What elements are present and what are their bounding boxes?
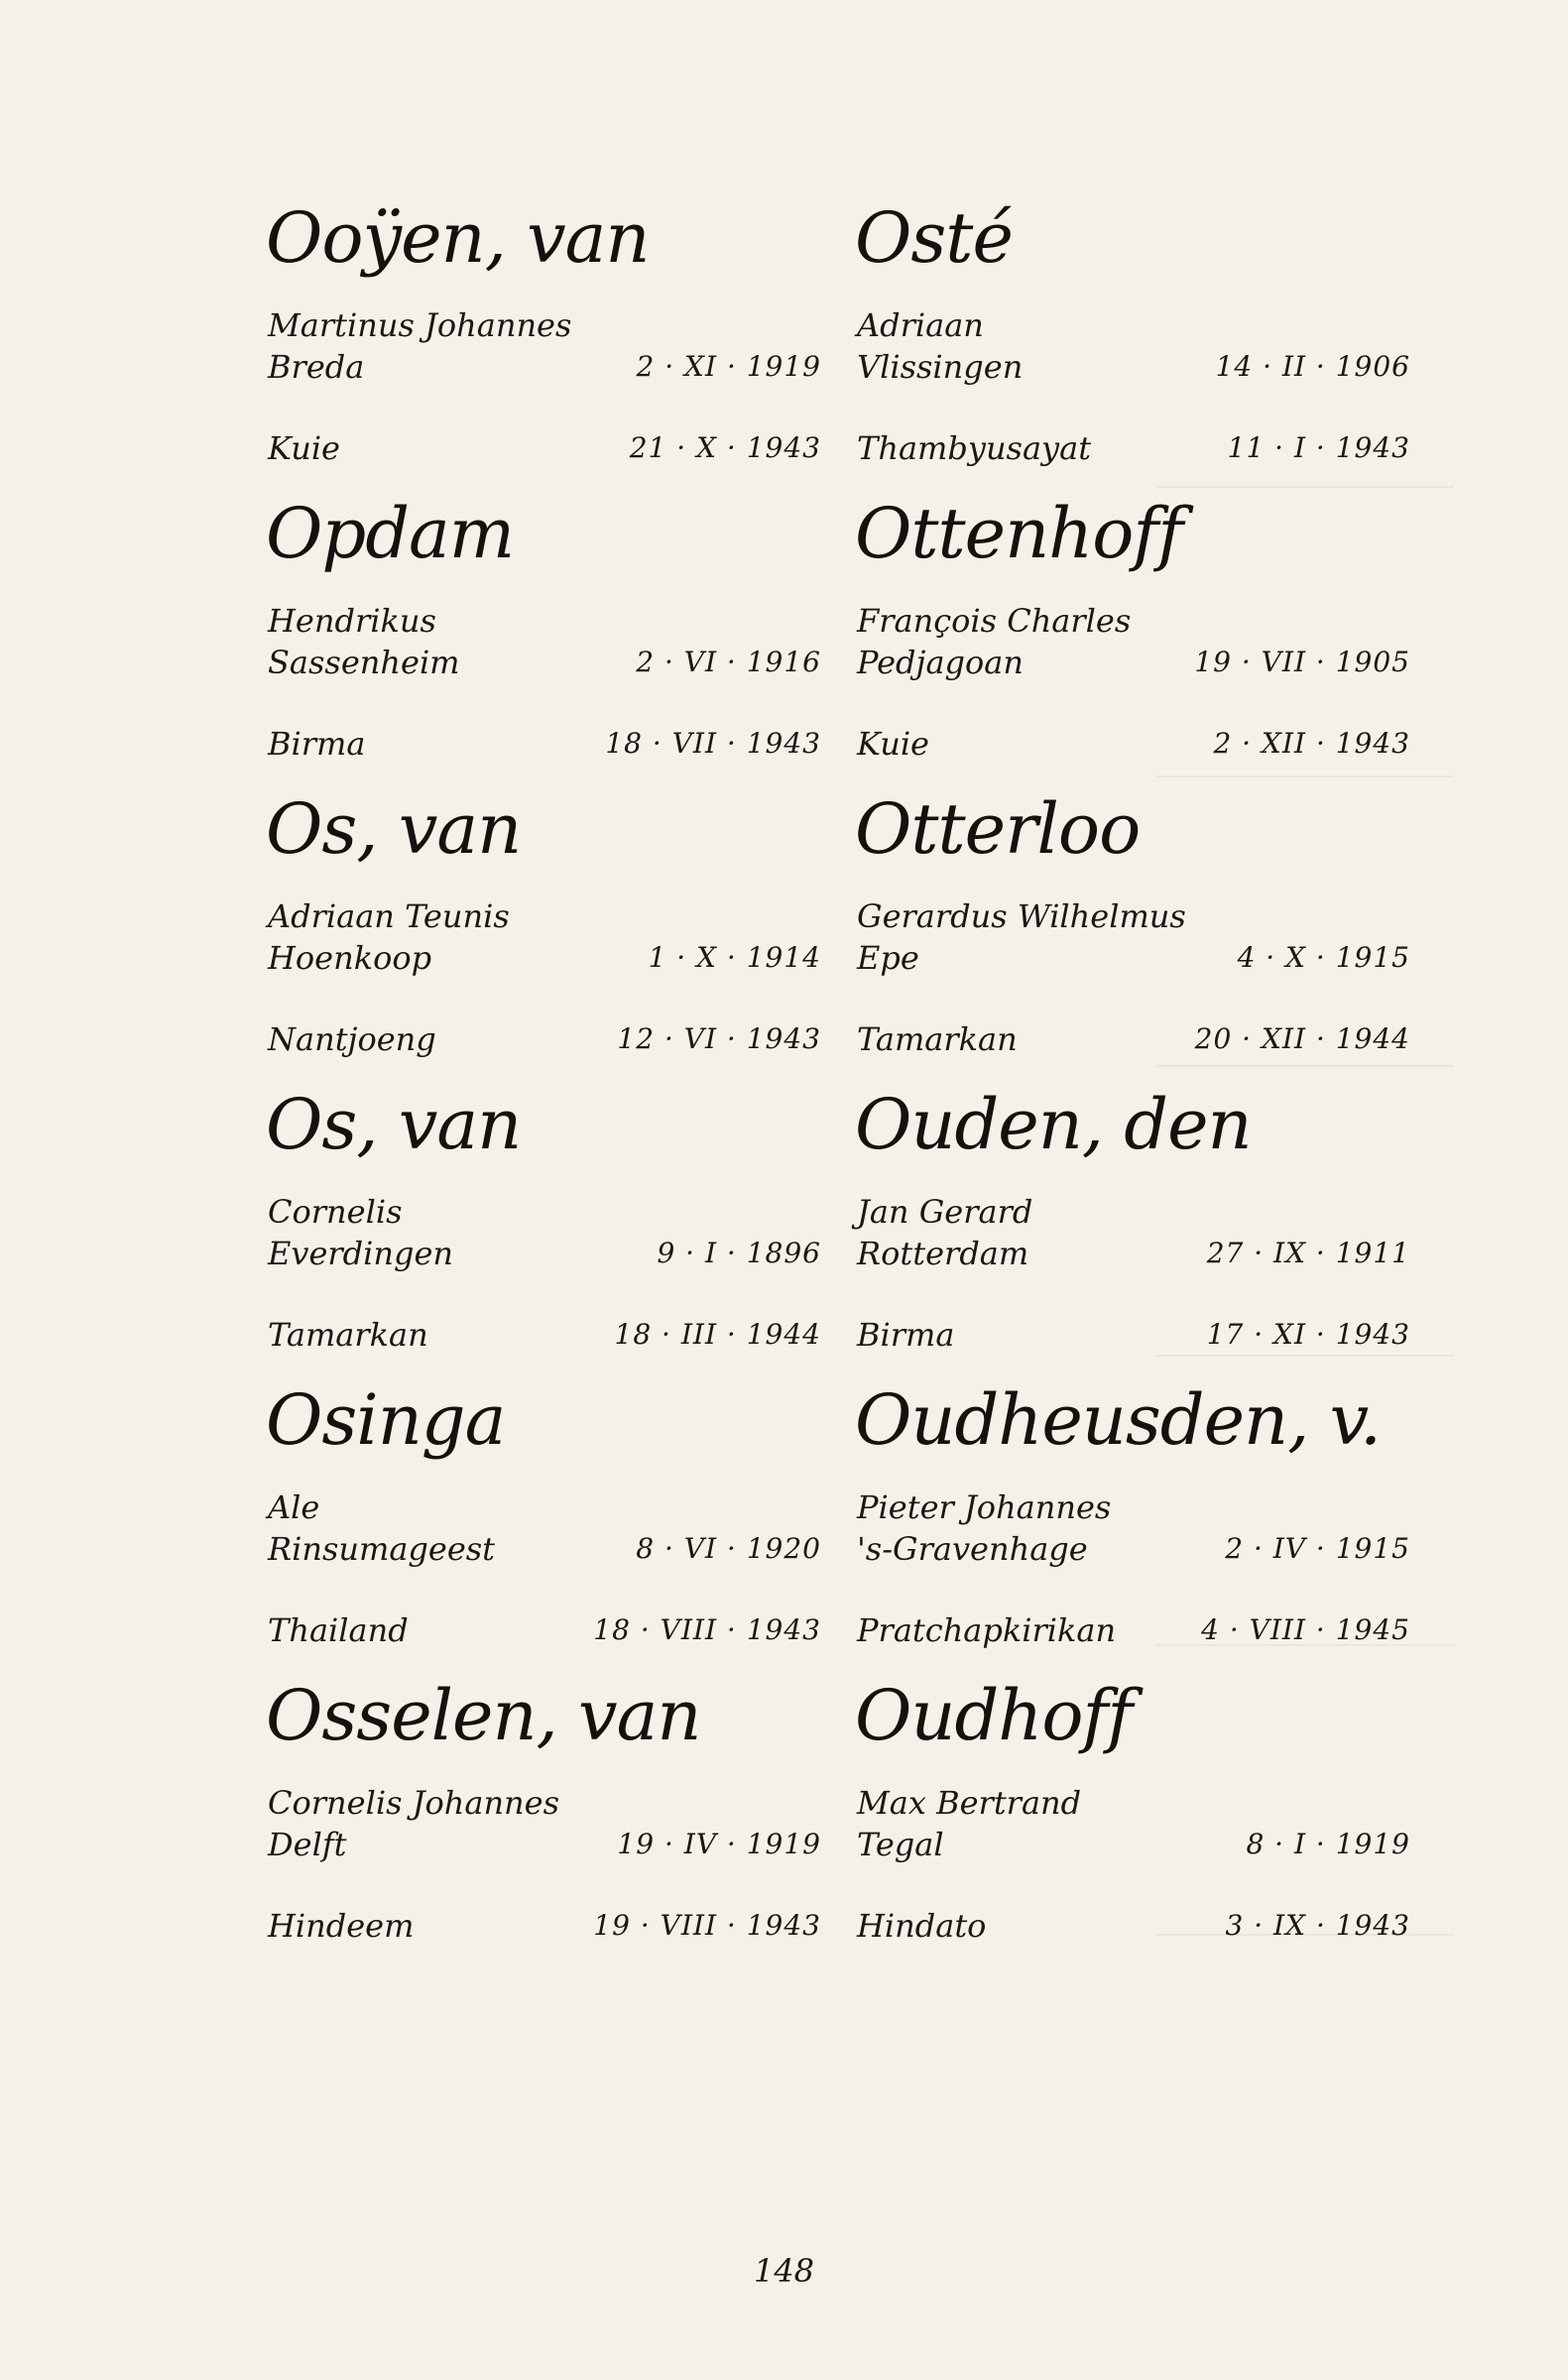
name-entry <box>266 1080 821 1375</box>
birth-date: 2 · VI · 1916 <box>636 646 821 678</box>
surname: Opdam <box>266 493 515 574</box>
name-entry <box>266 1671 821 1966</box>
name-entry <box>855 489 1410 784</box>
death-date: 19 · VIII · 1943 <box>593 1909 821 1942</box>
birth-date: 14 · II · 1906 <box>1215 350 1410 383</box>
birth-place: Pedjagoan <box>857 644 1024 681</box>
birth-date: 27 · IX · 1911 <box>1206 1237 1410 1269</box>
death-place: Nantjoeng <box>268 1020 436 1058</box>
birth-date: 19 · VII · 1905 <box>1194 646 1410 678</box>
birth-place: 's-Gravenhage <box>857 1530 1088 1568</box>
birth-date: 8 · I · 1919 <box>1246 1828 1410 1860</box>
surname: Oudhoff <box>855 1675 1133 1756</box>
death-place: Birma <box>268 725 366 763</box>
name-entry <box>266 489 821 784</box>
given-names: Hendrikus <box>268 602 436 640</box>
birth-date: 8 · VI · 1920 <box>636 1532 821 1565</box>
death-date: 20 · XII · 1944 <box>1194 1022 1410 1055</box>
given-names: Adriaan <box>857 306 984 344</box>
birth-place: Sassenheim <box>268 644 460 681</box>
given-names: Pieter Johannes <box>857 1488 1112 1526</box>
surname: Os, van <box>266 788 522 870</box>
death-date: 18 · VII · 1943 <box>605 727 821 760</box>
name-entry <box>266 193 821 489</box>
birth-place: Hoenkoop <box>268 939 432 977</box>
death-date: 12 · VI · 1943 <box>617 1022 821 1055</box>
given-names: Martinus Johannes <box>268 306 572 344</box>
name-entry <box>266 784 821 1080</box>
death-place: Thambyusayat <box>857 429 1092 467</box>
given-names: Gerardus Wilhelmus <box>857 897 1186 935</box>
death-place: Thailand <box>268 1611 409 1649</box>
birth-place: Everdingen <box>268 1235 454 1272</box>
birth-date: 4 · X · 1915 <box>1237 941 1410 974</box>
birth-place: Vlissingen <box>857 348 1024 386</box>
surname: Osté <box>855 197 1013 279</box>
birth-place: Tegal <box>857 1826 944 1863</box>
death-place: Hindeem <box>268 1907 415 1945</box>
death-place: Kuie <box>857 725 929 763</box>
birth-place: Delft <box>268 1826 347 1863</box>
birth-date: 19 · IV · 1919 <box>617 1828 821 1860</box>
birth-date: 2 · XI · 1919 <box>636 350 821 383</box>
name-entry <box>855 1671 1410 1966</box>
given-names: Adriaan Teunis <box>268 897 510 935</box>
death-date: 4 · VIII · 1945 <box>1201 1613 1410 1646</box>
death-place: Birma <box>857 1316 955 1354</box>
given-names: Cornelis <box>268 1193 403 1231</box>
death-date: 2 · XII · 1943 <box>1213 727 1410 760</box>
surname: Ouden, den <box>855 1084 1252 1165</box>
surname: Os, van <box>266 1084 522 1165</box>
birth-place: Rotterdam <box>857 1235 1029 1272</box>
name-entry <box>266 1375 821 1671</box>
given-names: Cornelis Johannes <box>268 1784 560 1822</box>
birth-place: Epe <box>857 939 919 977</box>
given-names: Jan Gerard <box>857 1193 1033 1231</box>
surname: Ooÿen, van <box>266 197 650 279</box>
surname: Osinga <box>266 1379 506 1461</box>
name-entry <box>855 784 1410 1080</box>
birth-place: Rinsumageest <box>268 1530 496 1568</box>
death-place: Hindato <box>857 1907 987 1945</box>
surname: Otterloo <box>855 788 1141 870</box>
death-place: Kuie <box>268 429 340 467</box>
death-place: Pratchapkirikan <box>857 1611 1117 1649</box>
death-place: Tamarkan <box>268 1316 428 1354</box>
death-date: 11 · I · 1943 <box>1227 431 1410 464</box>
page-number: 148 <box>753 2252 815 2290</box>
death-date: 18 · VIII · 1943 <box>593 1613 821 1646</box>
death-date: 3 · IX · 1943 <box>1225 1909 1410 1942</box>
name-entry <box>855 1375 1410 1671</box>
death-place: Tamarkan <box>857 1020 1018 1058</box>
birth-place: Breda <box>268 348 365 386</box>
given-names: François Charles <box>857 602 1132 640</box>
death-date: 17 · XI · 1943 <box>1206 1318 1410 1351</box>
given-names: Ale <box>268 1488 320 1526</box>
birth-date: 9 · I · 1896 <box>657 1237 821 1269</box>
name-entry <box>855 193 1410 489</box>
death-date: 21 · X · 1943 <box>629 431 821 464</box>
left-column <box>266 193 821 1966</box>
surname: Osselen, van <box>266 1675 701 1756</box>
name-entry <box>855 1080 1410 1375</box>
birth-date: 2 · IV · 1915 <box>1225 1532 1410 1565</box>
surname: Ottenhoff <box>855 493 1183 574</box>
right-column <box>855 193 1410 1966</box>
given-names: Max Bertrand <box>857 1784 1082 1822</box>
birth-date: 1 · X · 1914 <box>648 941 821 974</box>
death-date: 18 · III · 1944 <box>614 1318 821 1351</box>
surname: Oudheusden, v. <box>855 1379 1382 1461</box>
